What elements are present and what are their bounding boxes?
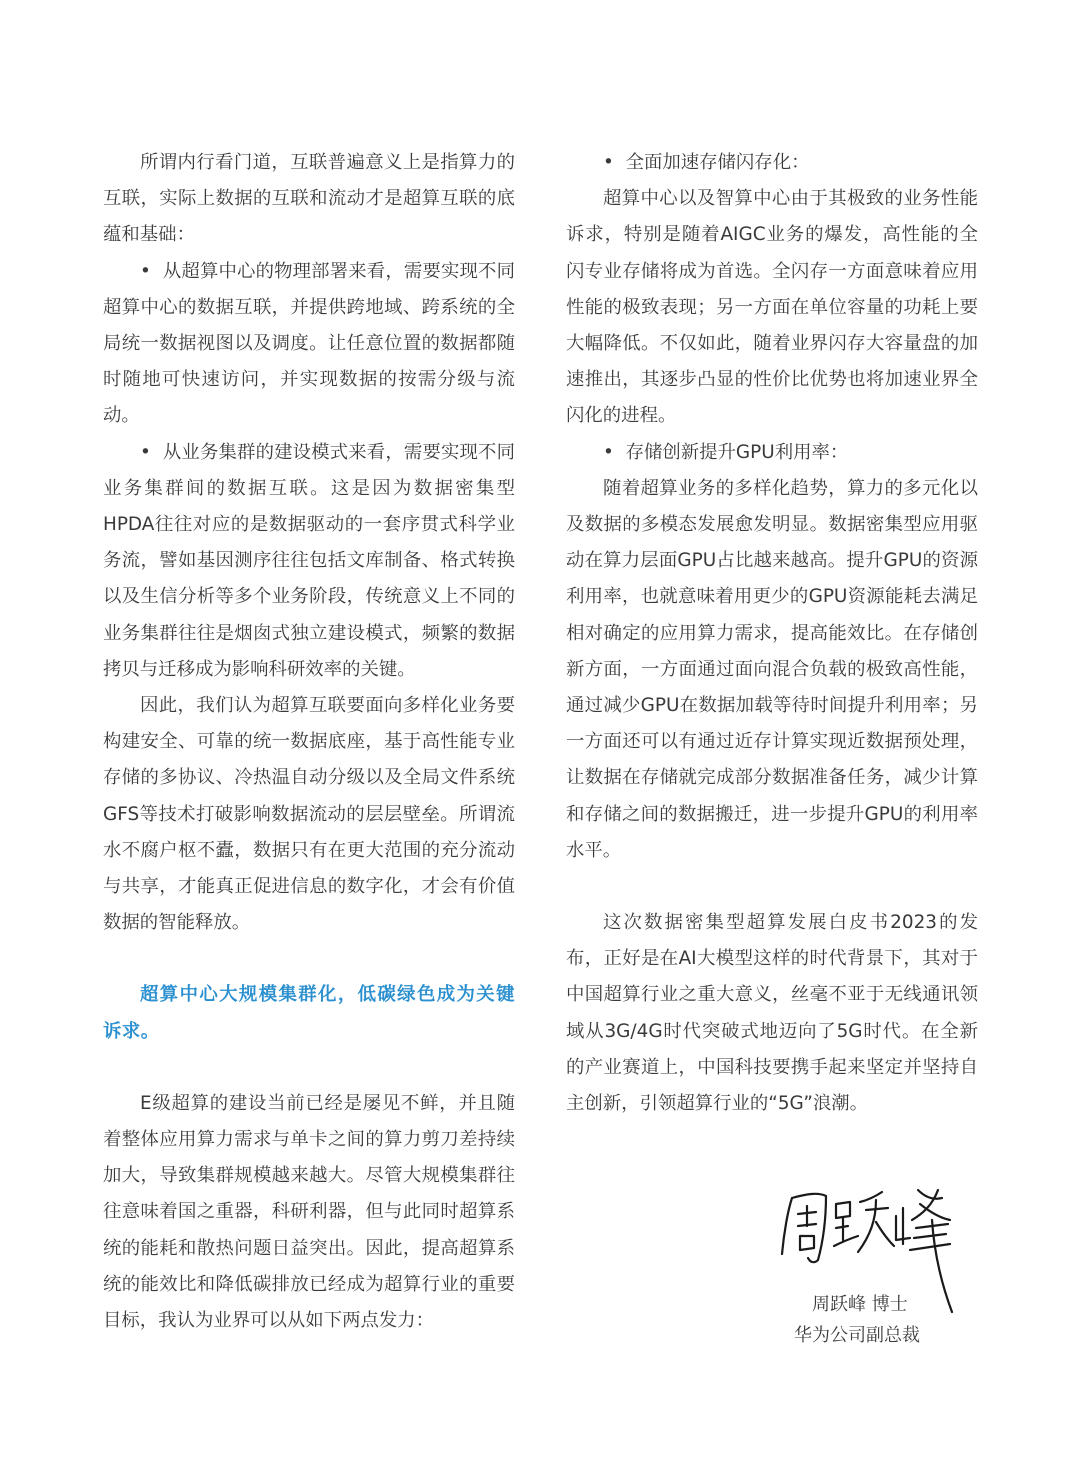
bullet-icon: • [603,441,614,463]
bullet-text: 从超算中心的物理部署来看，需要实现不同超算中心的数据互联，并提供跨地域、跨系统的全局统一数据视图以及调度。让任意位置的数据都随时随地可快速访问，并实现数据的按需分级与流动。 [103,260,515,427]
signature-block [770,1180,970,1350]
author-title: 华为公司副总裁 [794,1325,920,1346]
bullet-item-gpu-utilization [566,435,978,471]
conclusion-paragraph: 因此，我们认为超算互联要面向多样化业务要构建安全、可靠的统一数据底座，基于高性能专业存储的多协议、冷热温自动分级以及全局文件系统GFS等技术打破影响数据流动的层层壁垒。所谓流水不腐户枢不蠹，数据只有在更大范围的充分流动与共享，才能真正促进信息的数字化，才会有价值数据的智能释放。 [103,695,515,934]
bullet-icon: • [603,152,614,173]
left-column [103,145,515,1339]
flash-paragraph: 超算中心以及智算中心由于其极致的业务性能诉求，特别是随着AIGC业务的爆发，高性能的全闪专业存储将成为首选。全闪存一方面意味着应用性能的极致表现；另一方面在单位容量的功耗上要大幅降低。不仅如此，随着业界闪存大容量盘的加速推出，其逐步凸显的性价比优势也将加速业界全闪化的进程。 [566,188,978,427]
bullet-item-business-cluster [103,435,515,688]
right-column [566,145,978,1122]
bullet-text: 从业务集群的建设模式来看，需要实现不同业务集群间的数据互联。这是因为数据密集型HPDA往往对应的是数据驱动的一套序贯式科学业务流，譬如基因测序往往包括文库制备、格式转换以及生信分析等多个业务阶段，传统意义上不同的业务集群往往是烟囱式独立建设模式，频繁的数据拷贝与迁移成为影响科研效率的关键。 [103,441,515,680]
bullet-title: 全面加速存储闪存化： [625,152,810,173]
exascale-paragraph: E级超算的建设当前已经是屡见不鲜，并且随着整体应用算力需求与单卡之间的算力剪刀差持续加大，导致集群规模越来越大。尽管大规模集群往往意味着国之重器，科研利器，但与此同时超算系统的能耗和散热问题日益突出。因此，提高超算系统的能效比和降低碳排放已经成为超算行业的重要目标，我认为业界可以从如下两点发力： [103,1092,515,1332]
bullet-icon: • [140,441,151,463]
intro-paragraph: 所谓内行看门道，互联普遍意义上是指算力的互联，实际上数据的互联和流动才是超算互联的底蕴和基础： [103,152,515,246]
closing-paragraph: 这次数据密集型超算发展白皮书2023的发布，正好是在AI大模型这样的时代背景下，其对于中国超算行业之重大意义，丝毫不亚于无线通讯领域从3G/4G时代突破式地迈向了5G时代。在全新的产业赛道上，中国科技要携手起来坚定并坚持自主创新，引领超算行业的“5G”浪潮。 [566,912,978,1115]
bullet-item-flash-storage [566,145,978,181]
section-heading: 超算中心大规模集群化，低碳绿色成为关键诉求。 [103,984,515,1042]
bullet-icon: • [140,260,151,282]
bullet-title: 存储创新提升GPU利用率： [625,441,849,463]
gpu-paragraph: 随着超算业务的多样化趋势，算力的多元化以及数据的多模态发展愈发明显。数据密集型应用驱动在算力层面GPU占比越来越高。提升GPU的资源利用率，也就意味着用更少的GPU资源能耗去满足相对确定的应用算力需求，提高能效比。在存储创新方面，一方面通过面向混合负载的极致高性能，通过减少GPU在数据加载等待时间提升利用率；另一方面还可以有通过近存计算实现近数据预处理，让数据在存储就完成部分数据准备任务，减少计算和存储之间的数据搬迁，进一步提升GPU的利用率水平。 [566,477,978,861]
author-name: 周跃峰 博士 [812,1294,908,1315]
bullet-item-physical-deployment [103,254,515,435]
